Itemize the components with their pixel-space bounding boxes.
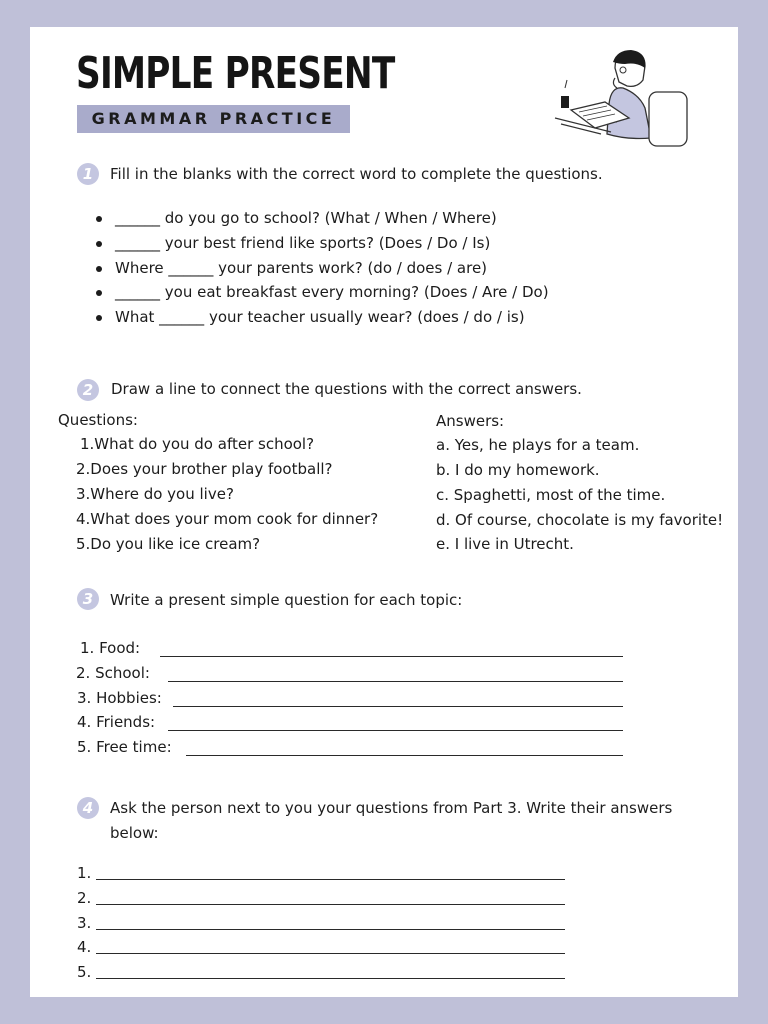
topic-label-friends: 4. Friends:: [77, 713, 156, 731]
answer-number: 4.: [77, 938, 92, 956]
question-item: 2.Does your brother play football?: [76, 460, 333, 478]
section-3-number-badge: 3: [77, 588, 99, 610]
section-1-instruction: Fill in the blanks with the correct word to complete the questions.: [110, 165, 603, 183]
answer-line-1[interactable]: [96, 879, 565, 880]
question-item: 1.What do you do after school?: [80, 435, 315, 453]
subtitle-banner: [77, 105, 350, 133]
answer-number: 5.: [77, 963, 92, 981]
answer-line-hobbies[interactable]: [173, 706, 623, 707]
topic-label-food: 1. Food:: [80, 639, 141, 657]
answers-heading: Answers:: [436, 412, 505, 430]
answer-line-5[interactable]: [96, 978, 565, 979]
answer-item: e. I live in Utrecht.: [436, 535, 574, 553]
section-4-number-badge: 4: [77, 797, 99, 819]
answer-line-school[interactable]: [168, 681, 623, 682]
answer-line-3[interactable]: [96, 929, 565, 930]
question-item: 4.What does your mom cook for dinner?: [76, 510, 379, 528]
topic-label-school: 2. School:: [76, 664, 150, 682]
answer-line-4[interactable]: [96, 953, 565, 954]
topic-label-hobbies: 3. Hobbies:: [77, 689, 162, 707]
list-item: What ______ your teacher usually wear? (does / do / is): [96, 305, 549, 330]
answer-item: d. Of course, chocolate is my favorite!: [436, 511, 724, 529]
answer-line-2[interactable]: [96, 904, 565, 905]
section-4-instruction-line-2: below:: [110, 824, 159, 842]
list-item: ______ you eat breakfast every morning? (Does / Are / Do): [96, 280, 549, 305]
section-1-number-badge: 1: [77, 163, 99, 185]
section-2-instruction: Draw a line to connect the questions with the correct answers.: [111, 380, 582, 398]
answer-number: 1.: [77, 864, 92, 882]
answer-item: c. Spaghetti, most of the time.: [436, 486, 666, 504]
answer-item: b. I do my homework.: [436, 461, 600, 479]
topic-label-free-time: 5. Free time:: [77, 738, 172, 756]
list-item: ______ do you go to school? (What / When / Where): [96, 206, 549, 231]
question-item: 3.Where do you live?: [76, 485, 234, 503]
answer-line-free-time[interactable]: [186, 755, 623, 756]
answer-number: 3.: [77, 914, 92, 932]
answer-line-friends[interactable]: [168, 730, 623, 731]
answer-item: a. Yes, he plays for a team.: [436, 436, 640, 454]
section-4-instruction-line-1: Ask the person next to you your questions from Part 3. Write their answers: [110, 799, 673, 817]
page-title: SIMPLE PRESENT: [76, 48, 395, 99]
question-item: 5.Do you like ice cream?: [76, 535, 261, 553]
list-item: ______ your best friend like sports? (Does / Do / Is): [96, 231, 549, 256]
page-subtitle: GRAMMAR PRACTICE: [91, 109, 336, 128]
list-item: Where ______ your parents work? (do / does / are): [96, 256, 549, 281]
questions-heading: Questions:: [58, 411, 138, 429]
answer-line-food[interactable]: [160, 656, 623, 657]
section-2-number-badge: 2: [77, 379, 99, 401]
section-3-instruction: Write a present simple question for each topic:: [110, 591, 463, 609]
fill-in-blank-list: [96, 206, 549, 330]
answer-number: 2.: [77, 889, 92, 907]
person-studying-at-desk-icon: [553, 48, 693, 154]
